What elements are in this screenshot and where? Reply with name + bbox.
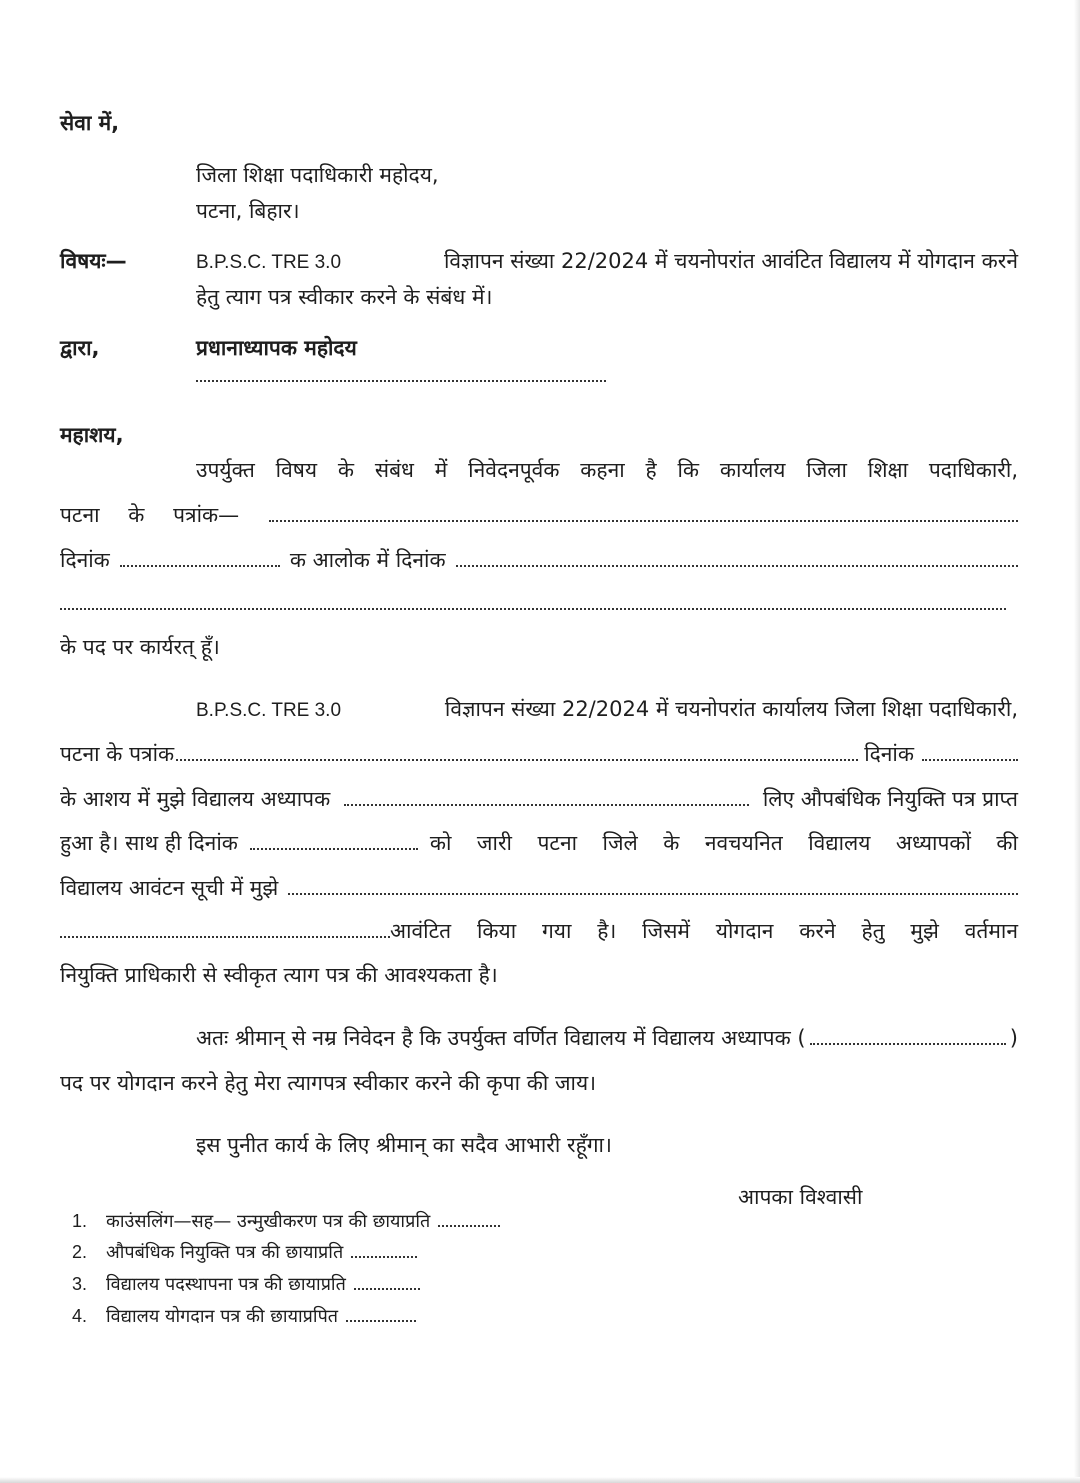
teacher-class-blank — [344, 786, 749, 806]
school-blank — [288, 875, 1018, 895]
attachment-item — [72, 1207, 500, 1236]
attachment-text: औपबंधिक नियुक्ति पत्र की छायाप्रति — [106, 1242, 344, 1263]
letter-number-blank-2 — [176, 741, 858, 761]
attachment-item — [72, 1238, 417, 1267]
subject-line-2: हेतु त्याग पत्र स्वीकार करने के संबंध में। — [196, 285, 493, 309]
para2-line-6 — [60, 916, 1018, 946]
recipient-line-1: जिला शिक्षा पदाधिकारी महोदय, — [196, 163, 439, 187]
page-bottom-shadow — [0, 1477, 1080, 1483]
para1-line-3-b: क आलोक में दिनांक — [289, 548, 446, 572]
date-blank-4 — [250, 830, 418, 850]
para2-line-2 — [60, 739, 1018, 769]
attachment-blank — [351, 1242, 417, 1258]
greeting: महाशय, — [60, 423, 124, 447]
para2-line-4-a: हुआ है। साथ ही दिनांक — [60, 831, 238, 855]
attachment-blank — [354, 1274, 420, 1290]
attachment-blank — [346, 1306, 416, 1322]
para1-line-2 — [60, 500, 1018, 530]
para2-line-3 — [60, 784, 1018, 814]
para2-line-3-a: के आशय में मुझे विद्यालय अध्यापक — [60, 787, 331, 811]
page-edge-shadow — [1074, 0, 1080, 1483]
school-blank-2 — [60, 918, 390, 938]
para2-line-4 — [60, 828, 1018, 858]
date-blank-2 — [456, 547, 1018, 567]
teacher-class-blank-2 — [810, 1025, 1006, 1045]
para2-line-7: नियुक्ति प्राधिकारी से स्वीकृत त्याग पत्र की आवश्यकता है। — [60, 963, 498, 987]
para2-line-5 — [60, 873, 1018, 903]
para1-line-1: उपर्युक्त विषय के संबंध में निवेदनपूर्वक कहना है कि कार्यालय जिला शिक्षा पदाधिकारी, — [196, 458, 1018, 482]
para1-line-2-text: पटना के पत्रांक— — [60, 503, 240, 527]
attachment-text: काउंसलिंग—सह— उन्मुखीकरण पत्र की छायाप्रति — [106, 1211, 431, 1232]
para2-line-3-b: लिए औपबंधिक नियुक्ति पत्र प्राप्त — [762, 787, 1018, 811]
through-value: प्रधानाध्यापक महोदय — [196, 336, 357, 360]
para1-line-3 — [60, 545, 1018, 575]
subject-code: B.P.S.C. TRE 3.0 — [196, 252, 342, 273]
attachment-text: विद्यालय पदस्थापना पत्र की छायाप्रति — [106, 1274, 346, 1295]
para3-line-2: पद पर योगदान करने हेतु मेरा त्यागपत्र स्वीकार करने की कृपा की जाय। — [60, 1071, 597, 1095]
para2-line-2-b: दिनांक — [864, 742, 914, 766]
para2-line-6-b: आवंटित किया गया है। जिसमें योगदान करने हेतु मुझे वर्तमान — [390, 919, 1018, 943]
attachment-number: 4. — [72, 1306, 88, 1326]
para2-code: B.P.S.C. TRE 3.0 — [196, 700, 342, 721]
date-blank-3 — [922, 741, 1018, 761]
date-blank-1 — [120, 547, 280, 567]
subject-text-1: विज्ञापन संख्या 22/2024 में चयनोपरांत आवंटित विद्यालय में योगदान करने — [443, 249, 1018, 273]
para2-line-1 — [196, 694, 1018, 726]
para1-blank-line — [60, 608, 1006, 610]
para2-text-1: विज्ञापन संख्या 22/2024 में चयनोपरांत कार्यालय जिला शिक्षा पदाधिकारी, — [444, 697, 1018, 721]
para3-line-1-b: ) — [1009, 1026, 1018, 1050]
subject-line-1 — [196, 246, 1018, 278]
para2-line-4-b: को जारी पटना जिले के नवचयनित विद्यालय अध्यापकों की — [429, 831, 1018, 855]
attachment-blank — [438, 1211, 500, 1227]
attachment-item — [72, 1270, 420, 1299]
closing: आपका विश्वासी — [738, 1185, 863, 1209]
subject-label: विषयः— — [60, 249, 127, 273]
para4: इस पुनीत कार्य के लिए श्रीमान् का सदैव आभारी रहूँगा। — [196, 1133, 612, 1157]
para2-line-5-a: विद्यालय आवंटन सूची में मुझे — [60, 876, 279, 900]
para2-line-2-a: पटना के पत्रांक — [60, 742, 175, 766]
attachment-item — [72, 1302, 416, 1331]
attachment-number: 3. — [72, 1274, 88, 1294]
through-label: द्वारा, — [60, 336, 100, 360]
para1-line-3-a: दिनांक — [60, 548, 110, 572]
letter-number-blank — [269, 502, 1018, 522]
para3-line-1-a: अतः श्रीमान् से नम्र निवेदन है कि उपर्युक्त वर्णित विद्यालय में विद्यालय अध्यापक ( — [196, 1026, 806, 1050]
attachment-number: 2. — [72, 1242, 88, 1262]
para3-line-1 — [196, 1023, 1018, 1053]
through-blank — [196, 380, 606, 382]
attachment-number: 1. — [72, 1211, 88, 1231]
para1-line-5: के पद पर कार्यरत् हूँ। — [60, 635, 220, 659]
salutation-to: सेवा में, — [60, 111, 120, 135]
recipient-line-2: पटना, बिहार। — [196, 199, 300, 223]
attachment-text: विद्यालय योगदान पत्र की छायाप्रपित — [106, 1306, 339, 1327]
